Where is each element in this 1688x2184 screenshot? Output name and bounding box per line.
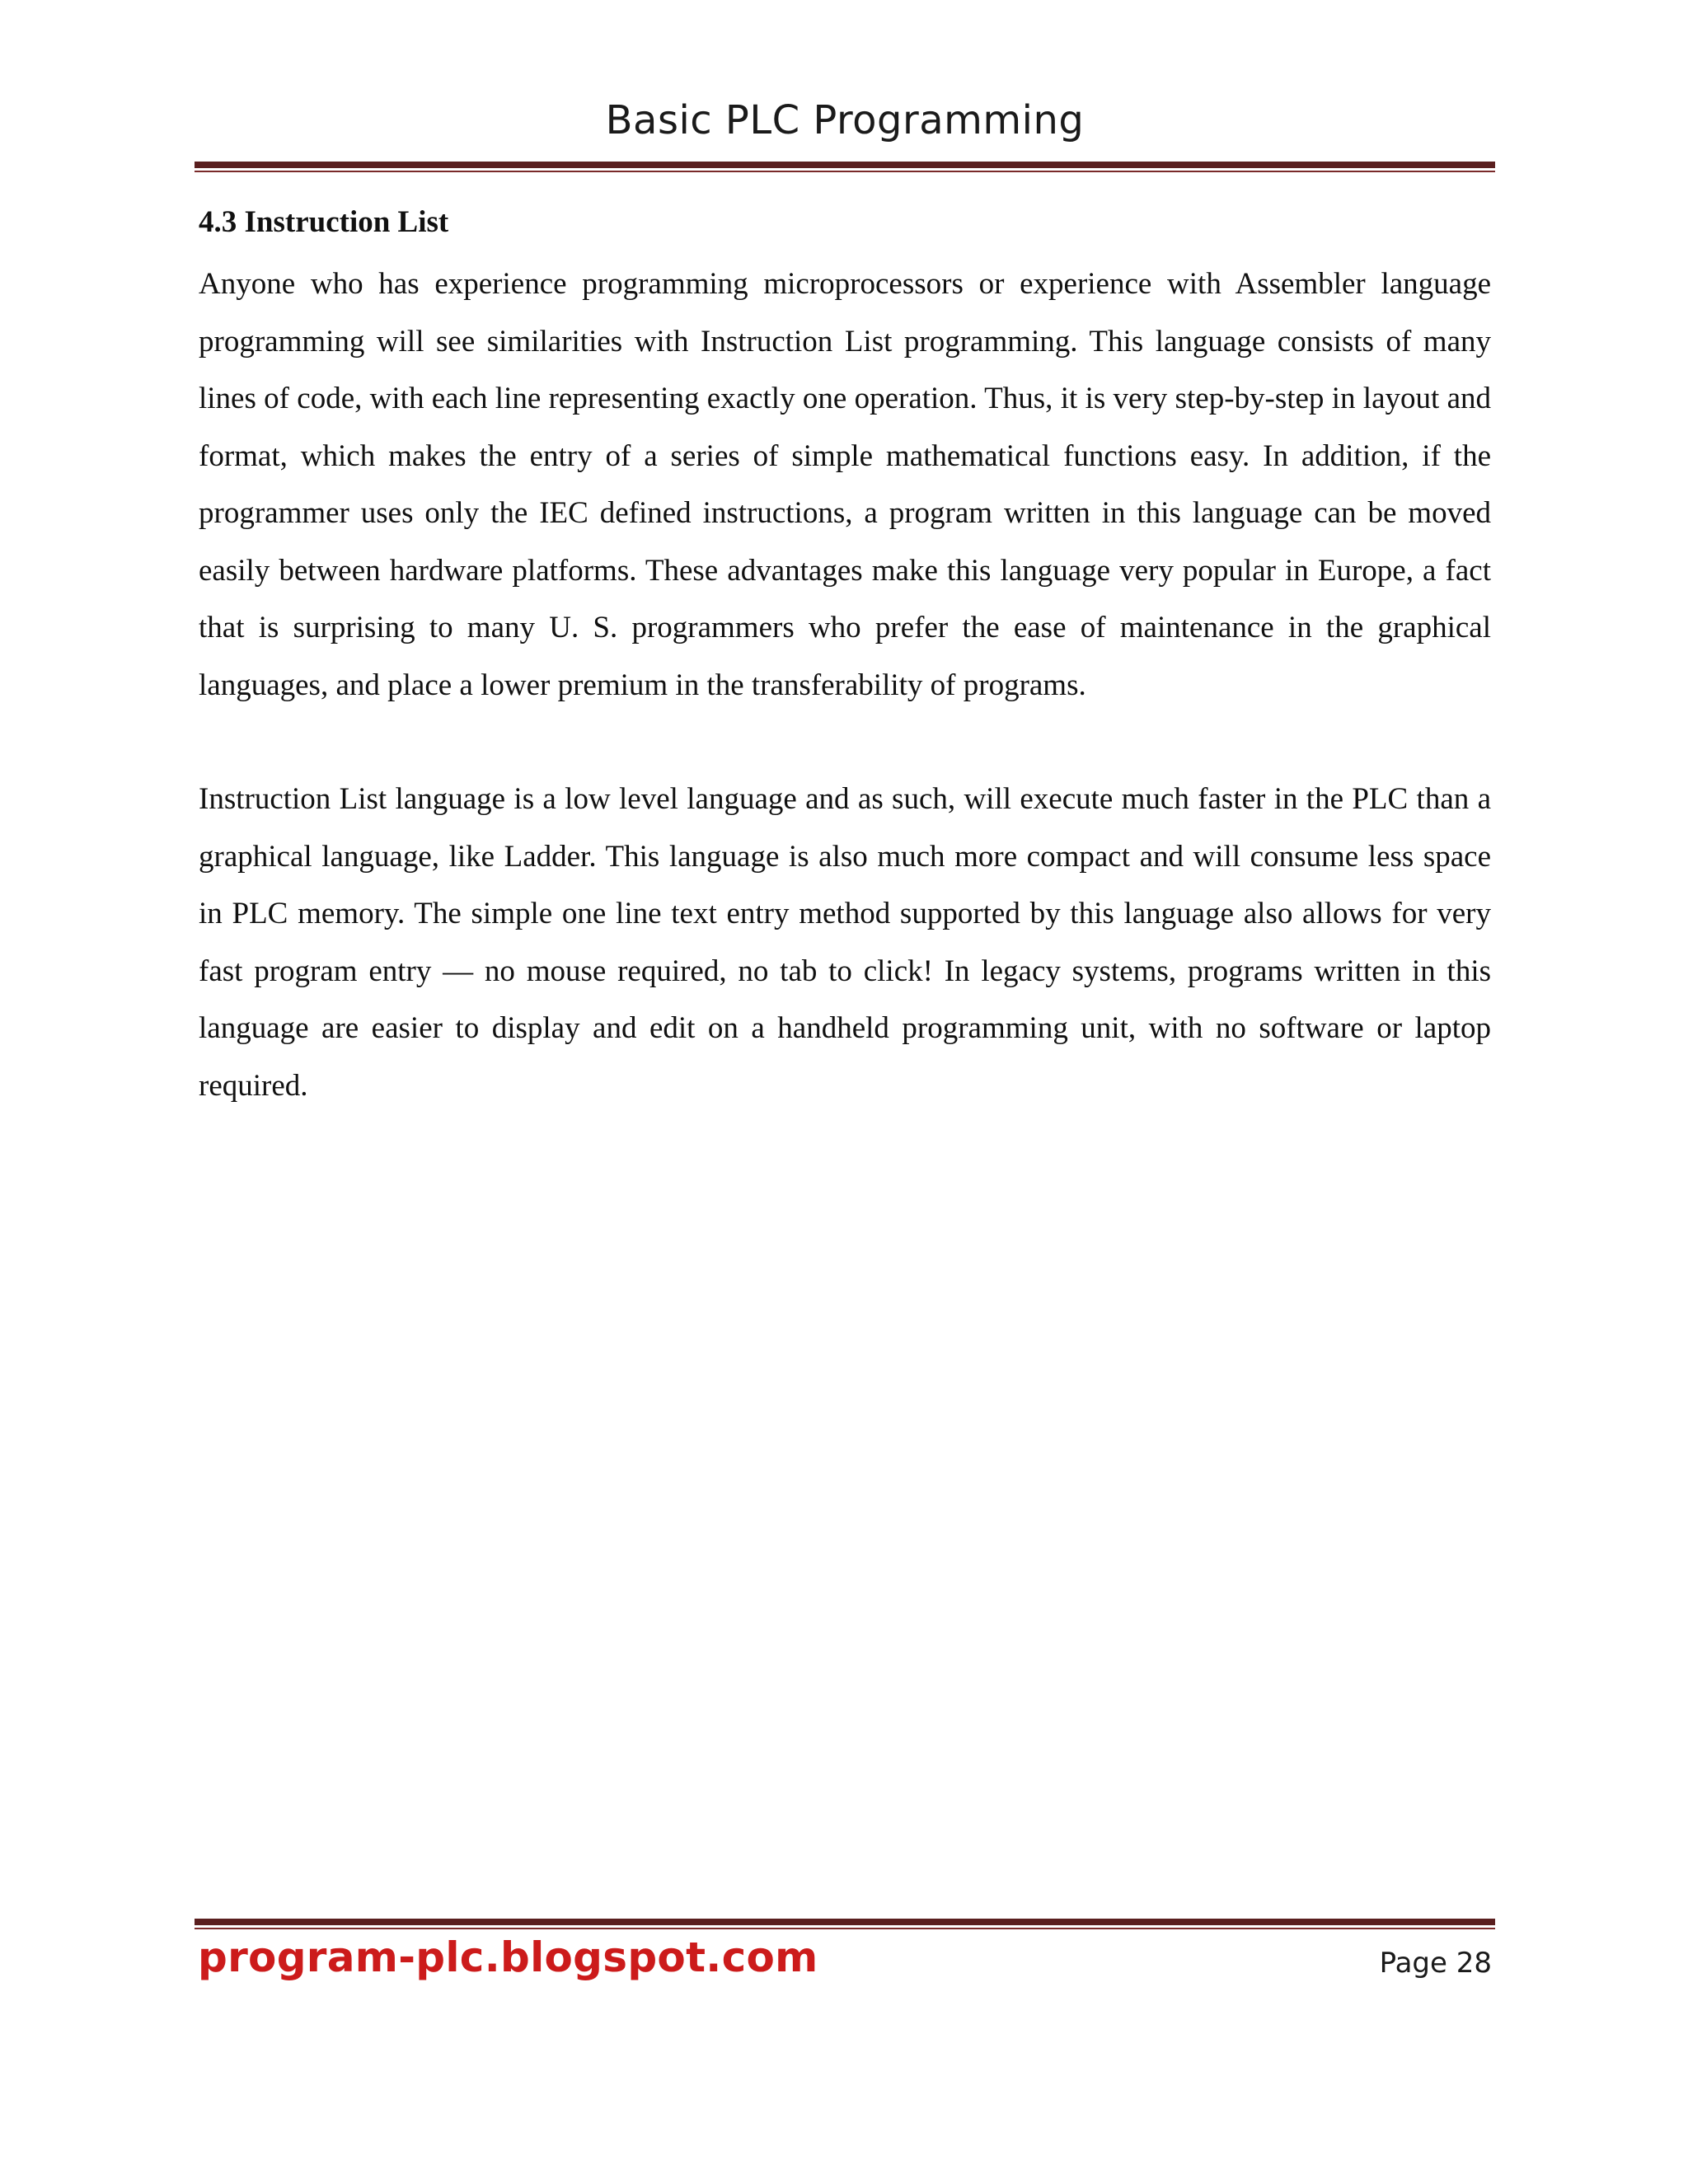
section-heading: 4.3 Instruction List [199, 205, 449, 239]
header-divider [195, 162, 1495, 172]
page-header-title: Basic PLC Programming [605, 97, 1085, 143]
footer-divider [195, 1919, 1495, 1929]
footer-divider-thick [195, 1919, 1495, 1925]
footer-site-link[interactable]: program-plc.blogspot.com [198, 1933, 818, 1981]
header-divider-thin [195, 171, 1495, 172]
footer-divider-thin [195, 1928, 1495, 1929]
main-content [199, 199, 1491, 1114]
body-paragraph-1: Anyone who has experience programming microprocessors or experience with Assembler language programming will see similarities with Instruction List programming. This language consists of many lines of code, with each line representing exactly one operation. Thus, it is very step-by-step in layout and format, which makes the entry of a series of simple mathematical functions easy. In addition, if the programmer uses only the IEC defined instructions, a program written in this language can be moved easily between hardware platforms. These advantages make this language very popular in Europe, a fact that is surprising to many U. S. programmers who prefer the ease of maintenance in the graphical languages, and place a lower premium in the transferability of programs. [199, 267, 1491, 702]
header-divider-thick [195, 162, 1495, 168]
body-paragraph-2: Instruction List language is a low level language and as such, will execute much faster in the PLC than a graphical language, like Ladder. This language is also much more compact and will consume less space in PLC memory. The simple one line text entry method supported by this language also allows for very fast program entry — no mouse required, no tab to click! In legacy systems, programs written in this language are easier to display and edit on a handheld programming unit, with no software or laptop required. [199, 782, 1491, 1103]
footer-page-number: Page 28 [1379, 1947, 1492, 1980]
